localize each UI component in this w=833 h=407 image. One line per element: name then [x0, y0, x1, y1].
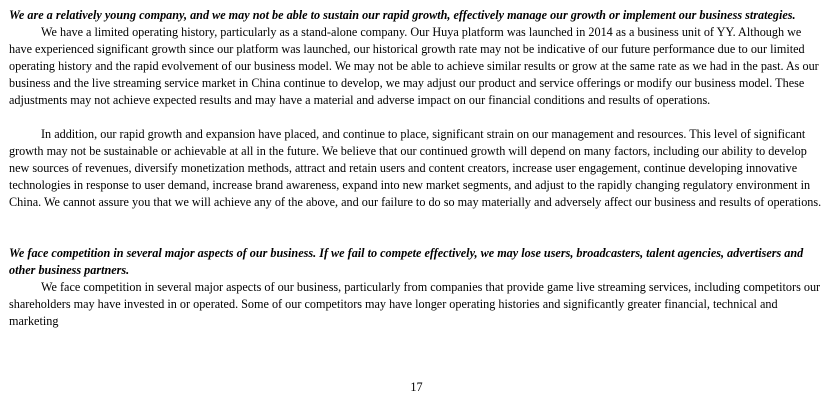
paragraph-competition: We face competition in several major aspects of our business, particularly from companies that provide game live streaming services, including competitors our shareholders may have invested in or operated. Some of our competitors may have longer operating histories and significantly greater financial, technical and marketing	[9, 280, 821, 328]
document-page	[9, 7, 824, 330]
section-heading-competition: We face competition in several major aspects of our business. If we fail to compete effectively, we may lose users, broadcasters, talent agencies, advertisers and other business partners.	[9, 246, 804, 277]
page-number: 17	[410, 380, 423, 394]
paragraph-rapid-growth: In addition, our rapid growth and expansion have placed, and continue to place, significant strain on our management and resources. This level of significant growth may not be sustainable or achievable at all in the future. We believe that our continued growth will depend on many factors, including our ability to develop new sources of revenues, diversify monetization methods, attract and retain users and content creators, increase user engagement, continue developing innovative technologies in response to user demand, increase brand awareness, expand into new market segments, and adjust to the rapidly changing regulatory environment in China. We cannot assure you that we will achieve any of the above, and our failure to do so may materially and adversely affect our business and results of operations.	[9, 127, 822, 209]
paragraph-limited-history: We have a limited operating history, particularly as a stand-alone company. Our Huya platform was launched in 2014 as a business unit of YY. Although we have experienced significant growth since our platform was launched, our historical growth rate may not be indicative of our future performance due to our limited operating history and the rapid evolvement of our business model. We may not be able to achieve similar results or grow at the same rate as we had in the past. As our business and the live streaming service market in China continue to develop, we may adjust our product and service offerings or modify our business model. These adjustments may not achieve expected results and may have a material and adverse impact on our financial conditions and results of operations.	[9, 25, 819, 107]
section-heading-growth: We are a relatively young company, and we may not be able to sustain our rapid growth, effectively manage our growth or implement our business strategies.	[9, 8, 796, 22]
